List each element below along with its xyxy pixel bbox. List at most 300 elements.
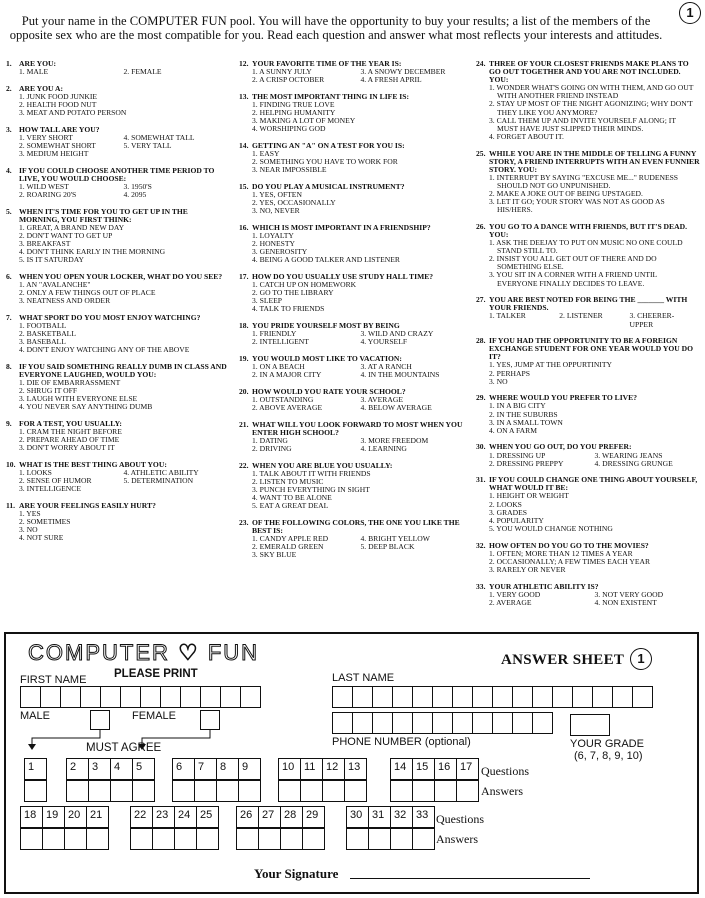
question-item bbox=[476, 443, 700, 467]
answer-option: 1. ON A BEACH bbox=[252, 361, 305, 371]
question-prompt: WHERE WOULD YOU PREFER TO LIVE? bbox=[489, 393, 638, 403]
answer-box[interactable] bbox=[368, 828, 391, 850]
question-prompt: HOW WOULD YOU RATE YOUR SCHOOL? bbox=[252, 386, 406, 396]
question-column-2 bbox=[239, 60, 469, 568]
page-number-badge: 1 bbox=[679, 2, 701, 24]
answer-option: 3. IN A SMALL TOWN bbox=[489, 417, 563, 427]
last-name-letter-box[interactable] bbox=[592, 686, 613, 708]
question-number-box: 23 bbox=[152, 806, 175, 828]
question-options bbox=[476, 492, 700, 532]
question-item bbox=[476, 337, 700, 386]
phone-digit-box[interactable] bbox=[352, 712, 373, 734]
answer-option: 2. MAKE A JOKE OUT OF BEING UPSTAGED. bbox=[489, 189, 643, 198]
last-name-letter-box[interactable] bbox=[632, 686, 653, 708]
answer-option: 1. YES, OFTEN bbox=[252, 190, 302, 199]
question-options bbox=[239, 330, 469, 346]
question-prompt: IF YOU COULD CHOOSE ANOTHER TIME PERIOD TO LIVE, YOU WOULD CHOOSE: bbox=[19, 165, 215, 183]
last-name-letter-box[interactable] bbox=[472, 686, 493, 708]
answer-option: 4. NON EXISTENT bbox=[594, 597, 657, 607]
question-item bbox=[476, 394, 700, 434]
last-name-letter-box[interactable] bbox=[532, 686, 553, 708]
answer-option: 1. OUTSTANDING bbox=[252, 394, 314, 404]
answer-box[interactable] bbox=[64, 828, 87, 850]
answer-option: 2. OCCASIONALLY; A FEW TIMES EACH YEAR bbox=[489, 556, 651, 566]
question-options bbox=[6, 134, 228, 158]
question-prompt: ARE YOUR FEELINGS EASILY HURT? bbox=[19, 501, 156, 511]
answer-option: 3. GENEROSITY bbox=[252, 247, 308, 257]
last-name-letter-box[interactable] bbox=[332, 686, 353, 708]
question-number: 13. bbox=[239, 91, 249, 101]
question-number-box: 1 bbox=[24, 758, 47, 780]
question-item bbox=[6, 60, 228, 76]
question-prompt: WHEN YOU OPEN YOUR LOCKER, WHAT DO YOU SEE? bbox=[19, 271, 223, 281]
question-item bbox=[6, 420, 228, 452]
answer-option: 5. DETERMINATION bbox=[123, 476, 194, 486]
question-options bbox=[239, 68, 469, 84]
question-number-box: 4 bbox=[110, 758, 133, 780]
question-number-box: 28 bbox=[280, 806, 303, 828]
answer-box[interactable] bbox=[42, 828, 65, 850]
answer-option: 5. YOU WOULD CHANGE NOTHING bbox=[489, 523, 613, 533]
answer-box[interactable] bbox=[322, 780, 345, 802]
question-item bbox=[476, 542, 700, 574]
question-number: 16. bbox=[239, 222, 249, 232]
answer-option: 3. BASEBALL bbox=[19, 337, 66, 347]
answer-option: 1. CRAM THE NIGHT BEFORE bbox=[19, 427, 122, 437]
answer-option: 1. FRIENDLY bbox=[252, 329, 297, 339]
phone-label: PHONE NUMBER (optional) bbox=[332, 736, 471, 748]
question-prompt: IF YOU SAID SOMETHING REALLY DUMB IN CLASS AND EVERYONE LAUGHED, WOULD YOU: bbox=[19, 361, 227, 380]
question-text bbox=[476, 60, 700, 84]
answers-label-1: Answers bbox=[481, 784, 523, 798]
question-item bbox=[239, 93, 469, 133]
answer-option: 2. ABOVE AVERAGE bbox=[252, 402, 323, 412]
female-label: FEMALE bbox=[132, 710, 177, 722]
answer-box[interactable] bbox=[86, 828, 109, 850]
question-number-box: 18 bbox=[20, 806, 43, 828]
question-prompt: HOW DO YOU USUALLY USE STUDY HALL TIME? bbox=[252, 271, 434, 281]
question-prompt: WHILE YOU ARE IN THE MIDDLE OF TELLING A FUNNY STORY, A FRIEND INTERRUPTS WITH AN EVEN FUNNIER STORY. YOU: bbox=[489, 148, 700, 174]
answer-sheet-number: 1 bbox=[630, 648, 652, 670]
question-options bbox=[6, 68, 228, 76]
question-number-box: 6 bbox=[172, 758, 195, 780]
question-number-box: 9 bbox=[238, 758, 261, 780]
first-name-label: FIRST NAME bbox=[20, 674, 87, 686]
phone-digit-box[interactable] bbox=[472, 712, 493, 734]
answer-option: 2. HELPING HUMANITY bbox=[252, 108, 336, 118]
question-number-box: 25 bbox=[196, 806, 219, 828]
question-options bbox=[239, 281, 469, 313]
question-number-box: 19 bbox=[42, 806, 65, 828]
answer-option: 3. WILD AND CRAZY bbox=[360, 329, 434, 339]
question-text bbox=[476, 296, 700, 312]
answer-box[interactable] bbox=[172, 780, 195, 802]
question-options bbox=[476, 402, 700, 434]
answer-option: 4. TALK TO FRIENDS bbox=[252, 304, 325, 314]
question-number: 25. bbox=[476, 148, 486, 158]
answer-option: 4. DON'T THINK EARLY IN THE MORNING bbox=[19, 247, 166, 257]
question-prompt: ARE YOU A: bbox=[19, 83, 64, 93]
answer-option: 4. BRIGHT YELLOW bbox=[360, 533, 430, 543]
question-options bbox=[239, 363, 469, 379]
last-name-letter-box[interactable] bbox=[552, 686, 573, 708]
last-name-letter-box[interactable] bbox=[432, 686, 453, 708]
answer-option: 3. BREAKFAST bbox=[19, 239, 71, 249]
answer-box[interactable] bbox=[346, 828, 369, 850]
answer-option: 2. INTELLIGENT bbox=[252, 337, 309, 347]
answer-option: 1. FINDING TRUE LOVE bbox=[252, 99, 335, 109]
question-prompt: HOW OFTEN DO YOU GO TO THE MOVIES? bbox=[489, 540, 649, 550]
question-prompt: WHAT IS THE BEST THING ABOUT YOU: bbox=[19, 460, 167, 470]
signature-line[interactable] bbox=[350, 878, 590, 879]
answer-box[interactable] bbox=[216, 780, 239, 802]
question-options bbox=[6, 510, 228, 542]
answer-option: 4. YOURSELF bbox=[360, 337, 408, 347]
answer-box[interactable] bbox=[88, 780, 111, 802]
answer-option: 2. SHRUG IT OFF bbox=[19, 386, 78, 396]
answer-option: 2. SOMETIMES bbox=[19, 517, 71, 527]
question-item bbox=[239, 355, 469, 379]
last-name-letter-box[interactable] bbox=[392, 686, 413, 708]
answer-option: 1. A SUNNY JULY bbox=[252, 67, 312, 77]
question-text bbox=[239, 421, 469, 437]
question-number: 15. bbox=[239, 181, 249, 191]
answer-box[interactable] bbox=[412, 780, 435, 802]
question-number-box: 12 bbox=[322, 758, 345, 780]
question-prompt: WHICH IS MOST IMPORTANT IN A FRIENDSHIP? bbox=[252, 222, 431, 232]
question-number-box: 32 bbox=[390, 806, 413, 828]
answer-option: 1. FOOTBALL bbox=[19, 321, 67, 330]
question-options bbox=[239, 150, 469, 174]
question-number-box: 5 bbox=[132, 758, 155, 780]
answer-option: 1. HEIGHT OR WEIGHT bbox=[489, 491, 569, 501]
answer-box[interactable] bbox=[302, 828, 325, 850]
question-item bbox=[476, 476, 700, 533]
question-number-box: 13 bbox=[344, 758, 367, 780]
answer-box[interactable] bbox=[280, 828, 303, 850]
question-prompt: HOW TALL ARE YOU? bbox=[19, 124, 100, 134]
answer-option: 2. LOOKS bbox=[489, 499, 522, 509]
question-number: 2. bbox=[6, 83, 12, 93]
question-number-box: 24 bbox=[174, 806, 197, 828]
question-number: 7. bbox=[6, 312, 12, 322]
answer-box[interactable] bbox=[344, 780, 367, 802]
last-name-letter-box[interactable] bbox=[492, 686, 513, 708]
question-number-box: 30 bbox=[346, 806, 369, 828]
question-number: 14. bbox=[239, 140, 249, 150]
question-number-box: 27 bbox=[258, 806, 281, 828]
answer-box[interactable] bbox=[412, 828, 435, 850]
question-prompt: YOUR ATHLETIC ABILITY IS? bbox=[489, 581, 599, 591]
question-text bbox=[6, 363, 228, 379]
answer-option: 1. LOYALTY bbox=[252, 230, 294, 240]
question-number: 1. bbox=[6, 59, 12, 68]
answer-option: 3. NO, NEVER bbox=[252, 206, 300, 216]
question-prompt: THREE OF YOUR CLOSEST FRIENDS MAKE PLANS TO GO OUT TOGETHER AND YOU ARE NOT INCLUDED. YOU: bbox=[489, 59, 689, 85]
question-prompt: WHAT WILL YOU LOOK FORWARD TO MOST WHEN YOU ENTER HIGH SCHOOL? bbox=[252, 419, 463, 437]
answer-option: 4. FORGET ABOUT IT. bbox=[489, 131, 564, 141]
question-number: 18. bbox=[239, 321, 249, 330]
answer-box[interactable] bbox=[278, 780, 301, 802]
answer-option: 3. MEAT AND POTATO PERSON bbox=[19, 108, 127, 118]
question-options bbox=[476, 312, 700, 328]
answer-box[interactable] bbox=[390, 780, 413, 802]
question-options bbox=[239, 232, 469, 264]
answer-option: 2. BASKETBALL bbox=[19, 329, 76, 339]
male-label: MALE bbox=[20, 710, 50, 722]
answer-option: 4. BEING A GOOD TALKER AND LISTENER bbox=[252, 255, 400, 265]
question-number: 26. bbox=[476, 221, 486, 231]
answer-option: 2. PREPARE AHEAD OF TIME bbox=[19, 435, 120, 445]
phone-digit-box[interactable] bbox=[512, 712, 533, 734]
question-prompt: ARE YOU: bbox=[19, 59, 57, 68]
question-text bbox=[239, 519, 469, 535]
question-prompt: OF THE FOLLOWING COLORS, THE ONE YOU LIKE THE BEST IS: bbox=[252, 517, 460, 535]
answer-option: 3. SLEEP bbox=[252, 296, 282, 306]
answer-option: 2. SOMETHING YOU HAVE TO WORK FOR bbox=[252, 157, 398, 167]
phone-digit-box[interactable] bbox=[492, 712, 513, 734]
answer-box[interactable] bbox=[300, 780, 323, 802]
question-number-box: 2 bbox=[66, 758, 89, 780]
phone-digit-box[interactable] bbox=[412, 712, 433, 734]
question-options bbox=[476, 361, 700, 385]
answer-option: 2. EMERALD GREEN bbox=[252, 542, 324, 552]
answer-option: 5. VERY TALL bbox=[123, 140, 172, 150]
question-options bbox=[239, 470, 469, 510]
question-item bbox=[6, 502, 228, 542]
answer-option: 4. DON'T ENJOY WATCHING ANY OF THE ABOVE bbox=[19, 345, 190, 355]
question-prompt: YOU WOULD MOST LIKE TO VACATION: bbox=[252, 353, 402, 363]
question-number: 31. bbox=[476, 475, 486, 485]
question-prompt: IF YOU COULD CHANGE ONE THING ABOUT YOURSELF, WHAT WOULD IT BE: bbox=[489, 475, 698, 493]
question-number-box: 11 bbox=[300, 758, 323, 780]
answer-box[interactable] bbox=[110, 780, 133, 802]
question-item bbox=[6, 85, 228, 117]
phone-digit-box[interactable] bbox=[452, 712, 473, 734]
answer-option: 3. AVERAGE bbox=[360, 394, 403, 404]
question-prompt: YOUR FAVORITE TIME OF THE YEAR IS: bbox=[252, 59, 402, 68]
last-name-letter-box[interactable] bbox=[452, 686, 473, 708]
question-number: 33. bbox=[476, 581, 486, 591]
answer-option: 1. WONDER WHAT'S GOING ON WITH THEM, AND GO OUT WITH ANOTHER FRIEND INSTEAD bbox=[489, 83, 694, 101]
answer-option: 3. NO bbox=[19, 525, 38, 535]
answer-option: 4. DRESSING GRUNGE bbox=[594, 458, 673, 468]
answer-option: 4. SOMEWHAT TALL bbox=[123, 132, 195, 142]
answer-option: 4. ON A FARM bbox=[489, 425, 537, 435]
answer-box[interactable] bbox=[238, 780, 261, 802]
question-number-box: 10 bbox=[278, 758, 301, 780]
questions-label-1: Questions bbox=[481, 764, 529, 778]
answer-option: 4. ATHLETIC ABILITY bbox=[123, 468, 199, 478]
phone-digit-box[interactable] bbox=[532, 712, 553, 734]
answer-option: 3. PUNCH EVERYTHING IN SIGHT bbox=[252, 484, 370, 494]
question-item bbox=[239, 224, 469, 264]
answer-option: 1. YES bbox=[19, 509, 41, 519]
question-options bbox=[6, 224, 228, 264]
question-item bbox=[239, 388, 469, 412]
question-number: 5. bbox=[6, 206, 12, 216]
question-number-box: 16 bbox=[434, 758, 457, 780]
answer-box[interactable] bbox=[132, 780, 155, 802]
answer-option: 1. VERY SHORT bbox=[19, 132, 73, 142]
question-text bbox=[476, 223, 700, 239]
answer-option: 1. WILD WEST bbox=[19, 181, 69, 191]
question-prompt: WHAT SPORT DO YOU MOST ENJOY WATCHING? bbox=[19, 312, 201, 322]
answer-option: 1. DRESSING UP bbox=[489, 450, 546, 460]
answer-box[interactable] bbox=[130, 828, 153, 850]
last-name-letter-box[interactable] bbox=[352, 686, 373, 708]
answer-option: 3. CALL THEM UP AND INVITE YOURSELF ALONG; IT MUST HAVE JUST SLIPPED THEIR MINDS. bbox=[489, 115, 676, 133]
question-item bbox=[6, 461, 228, 493]
answer-option: 3. MORE FREEDOM bbox=[360, 435, 429, 445]
answer-option: 1. TALK ABOUT IT WITH FRIENDS bbox=[252, 468, 371, 478]
answer-option: 3. NOT VERY GOOD bbox=[594, 589, 664, 599]
answer-option: 2. A CRISP OCTOBER bbox=[252, 75, 325, 85]
question-item bbox=[6, 314, 228, 354]
question-number-box: 7 bbox=[194, 758, 217, 780]
answer-box[interactable] bbox=[152, 828, 175, 850]
answer-option: 5. IS IT SATURDAY bbox=[19, 255, 84, 265]
question-prompt: YOU ARE BEST NOTED FOR BEING THE _______ WITH YOUR FRIENDS. bbox=[489, 295, 688, 313]
question-item bbox=[239, 183, 469, 215]
answer-option: 3. SKY BLUE bbox=[252, 550, 297, 560]
question-prompt: FOR A TEST, YOU USUALLY: bbox=[19, 419, 122, 429]
answer-option: 3. GRADES bbox=[489, 507, 527, 517]
question-column-3 bbox=[476, 60, 700, 615]
answer-option: 1. AN "AVALANCHE" bbox=[19, 280, 91, 290]
answer-option: 2. DRIVING bbox=[252, 443, 292, 453]
question-prompt: WHEN YOU GO OUT, DO YOU PREFER: bbox=[489, 442, 632, 452]
question-number: 12. bbox=[239, 59, 249, 68]
question-number: 22. bbox=[239, 460, 249, 470]
answer-option: 1. EASY bbox=[252, 149, 280, 159]
phone-digit-box[interactable] bbox=[332, 712, 353, 734]
question-item bbox=[6, 208, 228, 265]
answer-option: 2. DON'T WANT TO GET UP bbox=[19, 230, 113, 240]
answer-box[interactable] bbox=[258, 828, 281, 850]
last-name-letter-box[interactable] bbox=[412, 686, 433, 708]
question-item bbox=[239, 273, 469, 313]
answer-option: 2. ROARING 20'S bbox=[19, 190, 77, 199]
answer-option: 3. 1950'S bbox=[123, 181, 152, 191]
answer-option: 4. BELOW AVERAGE bbox=[360, 402, 432, 412]
question-options bbox=[476, 550, 700, 574]
question-options bbox=[239, 535, 469, 559]
last-name-letter-box[interactable] bbox=[372, 686, 393, 708]
question-number-box: 3 bbox=[88, 758, 111, 780]
answer-option: 3. WEARING JEANS bbox=[594, 450, 663, 460]
question-number: 8. bbox=[6, 361, 12, 371]
answer-option: 4. IN THE MOUNTAINS bbox=[360, 370, 440, 380]
answer-option: 3. MEDIUM HEIGHT bbox=[19, 149, 89, 159]
intro-text: Put your name in the COMPUTER FUN pool. You will have the opportunity to buy your results; a list of the members of the opposite sex who are the most compatible for you. Read each question and answer what most reflects your interests and attitudes. bbox=[9, 14, 663, 42]
answer-option: 5. DEEP BLACK bbox=[360, 542, 415, 552]
question-options bbox=[239, 437, 469, 453]
last-name-letter-box[interactable] bbox=[612, 686, 633, 708]
question-options bbox=[476, 174, 700, 214]
answer-option: 3. RARELY OR NEVER bbox=[489, 564, 566, 574]
answer-option: 1. VERY GOOD bbox=[489, 589, 541, 599]
answer-option: 2. LISTENER bbox=[559, 311, 603, 321]
answer-box[interactable] bbox=[24, 780, 47, 802]
question-text bbox=[476, 150, 700, 174]
last-name-letter-box[interactable] bbox=[572, 686, 593, 708]
answer-box[interactable] bbox=[66, 780, 89, 802]
question-item bbox=[239, 462, 469, 511]
answer-option: 1. INTERRUPT BY SAYING "EXCUSE ME..." RUDENESS SHOULD NOT GO UNPUNISHED. bbox=[489, 172, 679, 190]
question-number: 27. bbox=[476, 295, 486, 305]
phone-digit-box[interactable] bbox=[392, 712, 413, 734]
last-name-label: LAST NAME bbox=[332, 672, 395, 684]
question-text bbox=[476, 476, 700, 492]
answer-box[interactable] bbox=[390, 828, 413, 850]
answer-box[interactable] bbox=[456, 780, 479, 802]
question-options bbox=[6, 281, 228, 305]
question-item bbox=[476, 296, 700, 328]
answer-option: 1. GREAT, A BRAND NEW DAY bbox=[19, 222, 125, 232]
grade-options: (6, 7, 8, 9, 10) bbox=[574, 750, 643, 762]
question-options bbox=[6, 322, 228, 354]
answer-box[interactable] bbox=[174, 828, 197, 850]
answer-box[interactable] bbox=[236, 828, 259, 850]
question-item bbox=[239, 142, 469, 174]
phone-digit-box[interactable] bbox=[372, 712, 393, 734]
answer-option: 2. STAY UP MOST OF THE NIGHT AGONIZING; WHY DON'T THEY LIKE YOU ANYMORE? bbox=[489, 99, 693, 117]
answer-option: 2. LISTEN TO MUSIC bbox=[252, 476, 324, 486]
question-number: 11. bbox=[6, 501, 16, 511]
answer-option: 3. MAKING A LOT OF MONEY bbox=[252, 116, 356, 126]
question-item bbox=[239, 60, 469, 84]
question-item bbox=[6, 126, 228, 158]
question-number: 4. bbox=[6, 165, 12, 175]
grade-box[interactable] bbox=[570, 714, 610, 736]
question-number: 19. bbox=[239, 353, 249, 363]
answer-option: 2. FEMALE bbox=[123, 67, 162, 77]
answer-option: 1. CATCH UP ON HOMEWORK bbox=[252, 280, 357, 290]
answer-box[interactable] bbox=[434, 780, 457, 802]
answer-option: 1. MALE bbox=[19, 67, 49, 77]
answer-option: 2. YES, OCCASIONALLY bbox=[252, 198, 336, 208]
question-prompt: WHEN YOU ARE BLUE YOU USUALLY: bbox=[252, 460, 393, 470]
answer-option: 2. AVERAGE bbox=[489, 597, 532, 607]
last-name-letter-box[interactable] bbox=[512, 686, 533, 708]
grade-label: YOUR GRADE bbox=[570, 738, 644, 750]
question-number: 3. bbox=[6, 124, 12, 134]
answer-option: 4. WORSHIPING GOD bbox=[252, 124, 326, 134]
answer-option: 2. PERHAPS bbox=[489, 368, 530, 378]
answer-option: 2. ONLY A FEW THINGS OUT OF PLACE bbox=[19, 288, 156, 298]
question-prompt: GETTING AN "A" ON A TEST FOR YOU IS: bbox=[252, 140, 405, 150]
question-item bbox=[6, 363, 228, 412]
answer-option: 1. JUNK FOOD JUNKIE bbox=[19, 91, 98, 101]
answer-box[interactable] bbox=[194, 780, 217, 802]
question-options bbox=[476, 239, 700, 288]
question-number: 21. bbox=[239, 419, 249, 429]
questions-label-2: Questions bbox=[436, 812, 484, 826]
answer-box[interactable] bbox=[20, 828, 43, 850]
answer-option: 1. IN A BIG CITY bbox=[489, 401, 546, 411]
answer-option: 4. 2095 bbox=[123, 190, 147, 199]
phone-digit-box[interactable] bbox=[432, 712, 453, 734]
answer-option: 4. NOT SURE bbox=[19, 533, 64, 543]
question-options bbox=[476, 84, 700, 141]
question-item bbox=[476, 60, 700, 141]
answer-option: 2. HONESTY bbox=[252, 239, 296, 249]
question-number-box: 17 bbox=[456, 758, 479, 780]
question-options bbox=[6, 469, 228, 493]
answer-box[interactable] bbox=[196, 828, 219, 850]
question-number-box: 26 bbox=[236, 806, 259, 828]
